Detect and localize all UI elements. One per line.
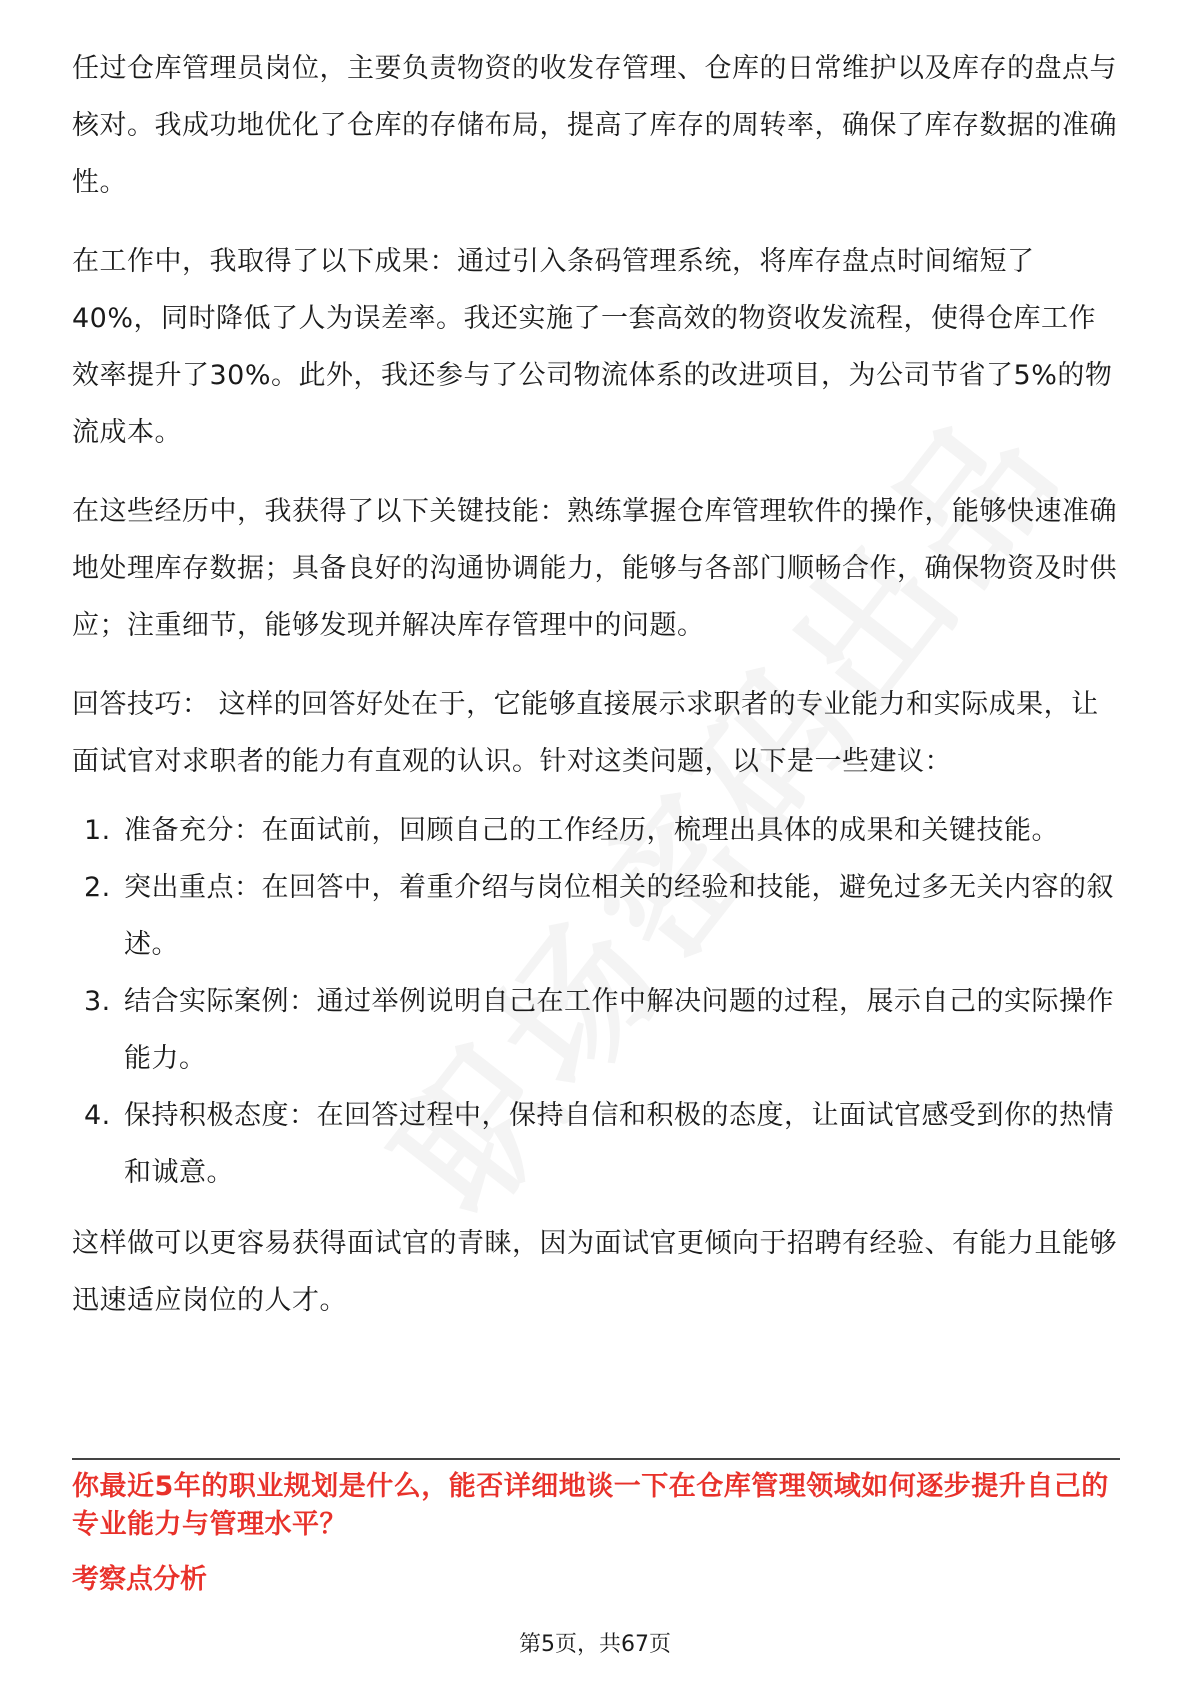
section-divider [72,1458,1120,1460]
interview-question: 你最近5年的职业规划是什么，能否详细地谈一下在仓库管理领域如何逐步提升自己的专业能力与管理水平？ [72,1471,1109,1540]
advice-list [72,802,1120,1201]
paragraph-closing: 这样做可以更容易获得面试官的青睐，因为面试官更倾向于招聘有经验、有能力且能够迅速适应岗位的人才。 [72,1228,1117,1316]
list-text: 突出重点：在回答中，着重介绍与岗位相关的经验和技能，避免过多无关内容的叙述。 [124,872,1114,960]
section-heading: 考察点分析 [72,1564,207,1595]
list-text: 保持积极态度：在回答过程中，保持自信和积极的态度，让面试官感受到你的热情和诚意。 [124,1100,1114,1188]
paragraph-answer-tips: 回答技巧： 这样的回答好处在于，它能够直接展示求职者的专业能力和实际成果，让面试官对求职者的能力有直观的认识。针对这类问题，以下是一些建议： [72,689,1099,777]
list-text: 准备充分：在面试前，回顾自己的工作经历，梳理出具体的成果和关键技能。 [124,815,1059,846]
paragraph-achievements: 在工作中，我取得了以下成果：通过引入条码管理系统，将库存盘点时间缩短了40%，同时降低了人为误差率。我还实施了一套高效的物资收发流程，使得仓库工作效率提升了30%。此外，我还参与了公司物流体系的改进项目，为公司节省了5%的物流成本。 [72,246,1113,448]
paragraph-skills: 在这些经历中，我获得了以下关键技能：熟练掌握仓库管理软件的操作，能够快速准确地处理库存数据；具备良好的沟通协调能力，能够与各部门顺畅合作，确保物资及时供应；注重细节，能够发现并解决库存管理中的问题。 [72,496,1117,641]
page-content [72,40,1120,1329]
list-item [72,859,1120,973]
page-number-footer: 第5页，共67页 [519,1632,671,1657]
list-number: 3. [84,986,111,1017]
paragraph-experience: 任过仓库管理员岗位，主要负责物资的收发存管理、仓库的日常维护以及库存的盘点与核对。我成功地优化了仓库的存储布局，提高了库存的周转率，确保了库存数据的准确性。 [72,53,1117,198]
list-item [72,1087,1120,1201]
list-text: 结合实际案例：通过举例说明自己在工作中解决问题的过程，展示自己的实际操作能力。 [124,986,1114,1074]
list-number: 1. [84,815,111,846]
list-number: 4. [84,1100,111,1131]
list-number: 2. [84,872,111,903]
list-item [72,973,1120,1087]
list-item [72,802,1120,859]
